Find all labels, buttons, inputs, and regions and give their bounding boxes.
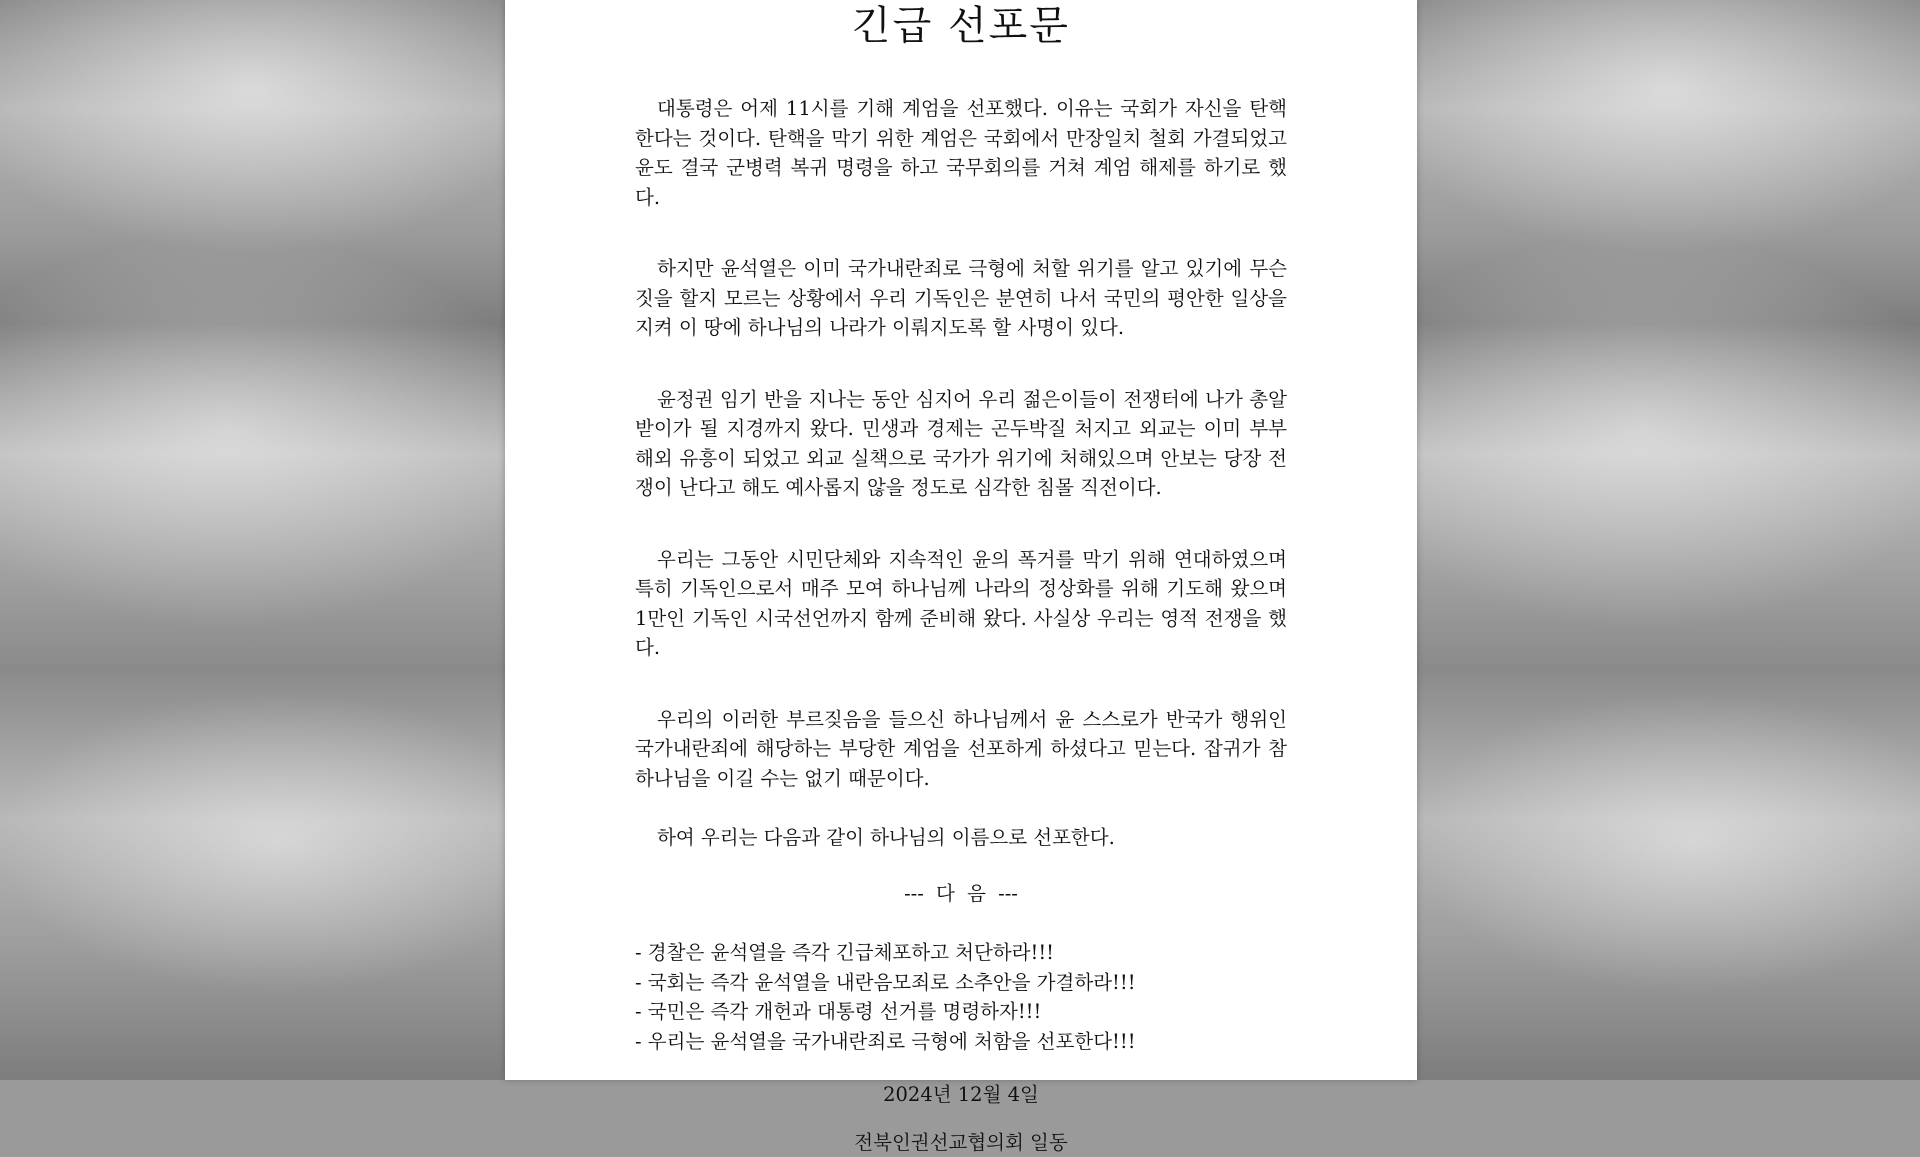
next-heading: --- 다 음 --- [635,879,1287,909]
paragraph-5: 우리의 이러한 부르짖음을 들으신 하나님께서 윤 스스로가 반국가 행위인 국가내란죄에 해당하는 부당한 계엄을 선포하게 하셨다고 믿는다. 잡귀가 참 하나님을 이길 수는 없기 때문이다. [635,705,1287,794]
decree-item-4: - 우리는 윤석열을 국가내란죄로 극형에 처함을 선포한다!!! [635,1027,1287,1057]
document-title: 긴급 선포문 [635,0,1287,58]
document-date: 2024년 12월 4일 [635,1080,1287,1110]
paragraph-1: 대통령은 어제 11시를 기해 계엄을 선포했다. 이유는 국회가 자신을 탄핵한다는 것이다. 탄핵을 막기 위한 계엄은 국회에서 만장일치 철회 가결되었고 윤도 결국 군병력 복귀 명령을 하고 국무회의를 거쳐 계엄 해제를 하기로 했다. [635,94,1287,212]
decree-item-1: - 경찰은 윤석열을 즉각 긴급체포하고 처단하라!!! [635,938,1287,968]
background-left [0,0,505,1080]
paragraph-3: 윤정권 임기 반을 지나는 동안 심지어 우리 젊은이들이 전쟁터에 나가 총알받이가 될 지경까지 왔다. 민생과 경제는 곤두박질 처지고 외교는 이미 부부해외 유흥이 되었고 외교 실책으로 국가가 위기에 처해있으며 안보는 당장 전쟁이 난다고 해도 예사롭지 않을 정도로 심각한 침몰 직전이다. [635,385,1287,503]
paragraph-6: 하여 우리는 다음과 같이 하나님의 이름으로 선포한다. [635,823,1287,853]
decree-item-3: - 국민은 즉각 개헌과 대통령 선거를 명령하자!!! [635,997,1287,1027]
background-right [1415,0,1920,1080]
document-page [505,0,1417,1080]
paragraph-4: 우리는 그동안 시민단체와 지속적인 윤의 폭거를 막기 위해 연대하였으며 특히 기독인으로서 매주 모여 하나님께 나라의 정상화를 위해 기도해 왔으며 1만인 기독인 시국선언까지 함께 준비해 왔다. 사실상 우리는 영적 전쟁을 했다. [635,545,1287,663]
paragraph-2: 하지만 윤석열은 이미 국가내란죄로 극형에 처할 위기를 알고 있기에 무슨 짓을 할지 모르는 상황에서 우리 기독인은 분연히 나서 국민의 평안한 일상을 지켜 이 땅에 하나님의 나라가 이뤄지도록 할 사명이 있다. [635,254,1287,343]
document-signature: 전북인권선교협의회 일동 [635,1128,1287,1157]
decree-item-2: - 국회는 즉각 윤석열을 내란음모죄로 소추안을 가결하라!!! [635,968,1287,998]
decree-list [635,938,1287,1056]
document-content [635,0,1287,1157]
